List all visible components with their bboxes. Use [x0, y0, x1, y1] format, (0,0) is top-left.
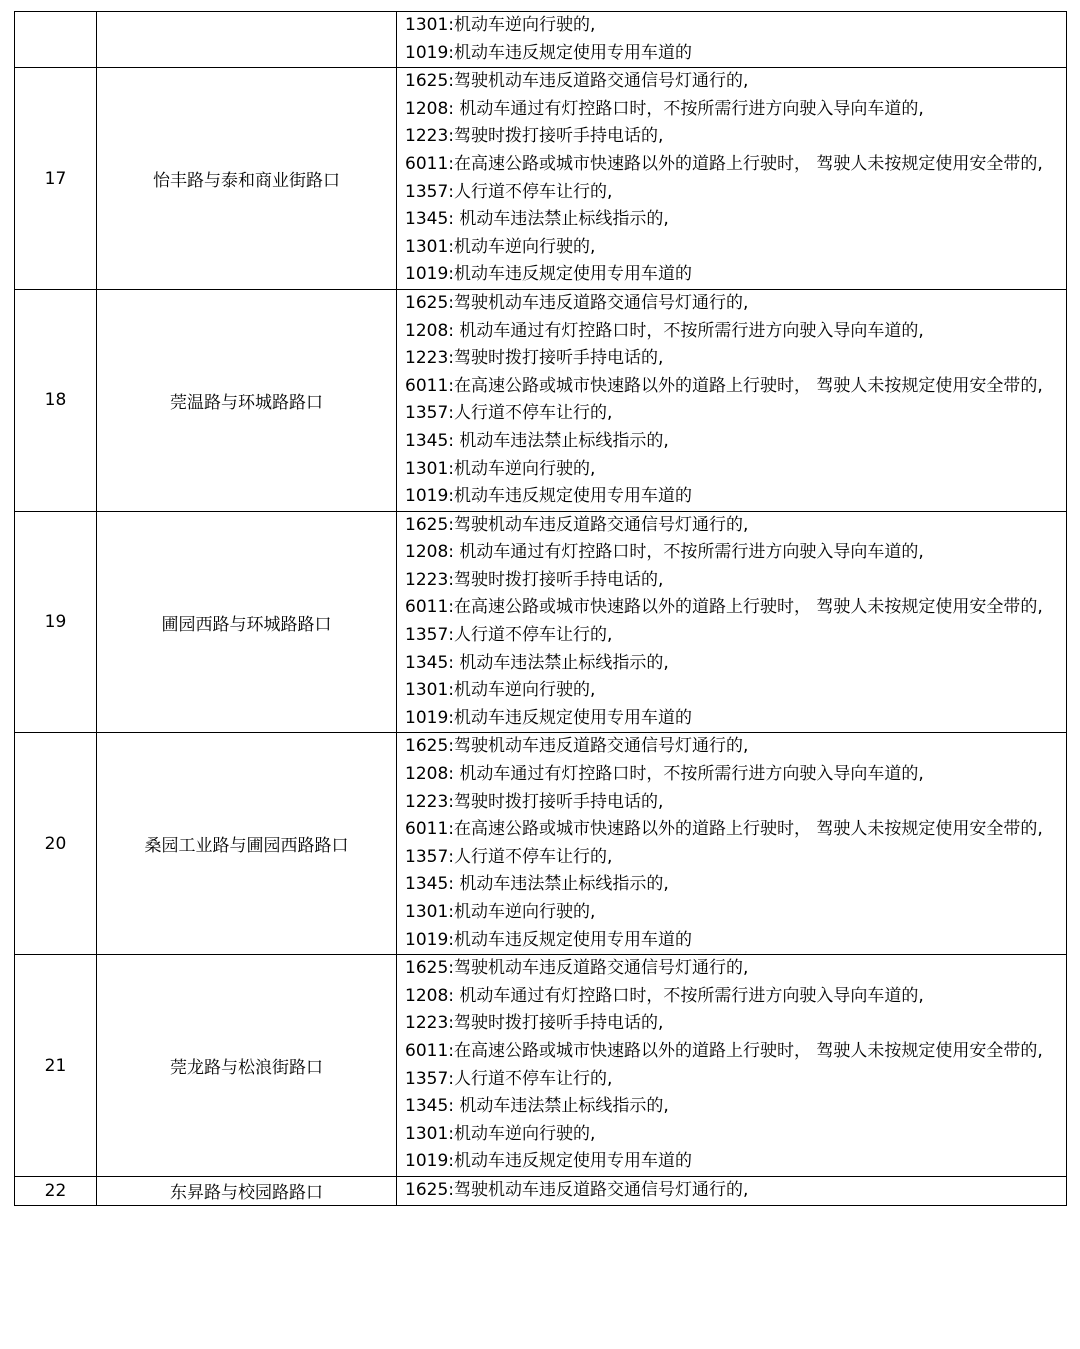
rules-cell: [397, 511, 1067, 733]
location-name: 莞温路与环城路路口: [97, 289, 397, 511]
location-name: 怡丰路与泰和商业街路口: [97, 68, 397, 290]
rule-6011: 6011:在高速公路或城市快速路以外的道路上行驶时， 驾驶人未按规定使用安全带的,: [405, 153, 1043, 174]
table-row: [15, 1176, 1067, 1205]
rule-1625: 1625:驾驶机动车违反道路交通信号灯通行的,: [405, 514, 749, 535]
rule-1223: 1223:驾驶时拨打接听手持电话的,: [405, 569, 664, 590]
rule-1357: 1357:人行道不停车让行的,: [405, 846, 613, 867]
rule-1223: 1223:驾驶时拨打接听手持电话的,: [405, 348, 664, 369]
rule-1208: 1208: 机动车通过有灯控路口时，不按所需行进方向驶入导向车道的,: [405, 320, 924, 341]
rules-cell: [397, 289, 1067, 511]
table-row-continuation: [15, 12, 1067, 68]
table-row: [15, 289, 1067, 511]
rule-1301: 1301:机动车逆向行驶的,: [405, 236, 596, 257]
row-number: 19: [15, 511, 97, 733]
rule-1625: 1625:驾驶机动车违反道路交通信号灯通行的,: [405, 292, 749, 313]
rule-1625: 1625:驾驶机动车违反道路交通信号灯通行的,: [405, 736, 749, 757]
row-number: 21: [15, 955, 97, 1177]
rule-1019: 1019:机动车违反规定使用专用车道的: [405, 1151, 692, 1172]
rule-1357: 1357:人行道不停车让行的,: [405, 403, 613, 424]
rule-1345: 1345: 机动车违法禁止标线指示的,: [405, 874, 669, 895]
rule-6011: 6011:在高速公路或城市快速路以外的道路上行驶时， 驾驶人未按规定使用安全带的,: [405, 375, 1043, 396]
rule-1019: 1019:机动车违反规定使用专用车道的: [405, 486, 692, 507]
rule-1019: 1019:机动车违反规定使用专用车道的: [405, 929, 692, 950]
rule-1345: 1345: 机动车违法禁止标线指示的,: [405, 209, 669, 230]
row-number-cell: [15, 12, 97, 68]
rules-cell: [397, 733, 1067, 955]
rule-1301: 1301:机动车逆向行驶的,: [405, 680, 596, 701]
rules-cell: [397, 68, 1067, 290]
rule-1208: 1208: 机动车通过有灯控路口时，不按所需行进方向驶入导向车道的,: [405, 542, 924, 563]
rule-1625: 1625:驾驶机动车违反道路交通信号灯通行的,: [405, 958, 749, 979]
rule-1345: 1345: 机动车违法禁止标线指示的,: [405, 1096, 669, 1117]
rules-cell: [397, 12, 1067, 68]
rule-1301: 1301:机动车逆向行驶的,: [405, 15, 596, 35]
row-number: 17: [15, 68, 97, 290]
rule-1357: 1357:人行道不停车让行的,: [405, 625, 613, 646]
rule-1223: 1223:驾驶时拨打接听手持电话的,: [405, 1013, 664, 1034]
location-name: 圃园西路与环城路路口: [97, 511, 397, 733]
violation-table: [14, 11, 1067, 1206]
rule-1625: 1625:驾驶机动车违反道路交通信号灯通行的,: [405, 1179, 749, 1200]
rules-cell: [397, 1176, 1067, 1205]
rule-1208: 1208: 机动车通过有灯控路口时，不按所需行进方向驶入导向车道的,: [405, 764, 924, 785]
rule-1357: 1357:人行道不停车让行的,: [405, 181, 613, 202]
rule-1208: 1208: 机动车通过有灯控路口时，不按所需行进方向驶入导向车道的,: [405, 985, 924, 1006]
rule-1301: 1301:机动车逆向行驶的,: [405, 902, 596, 922]
rule-1223: 1223:驾驶时拨打接听手持电话的,: [405, 126, 664, 147]
rule-1625: 1625:驾驶机动车违反道路交通信号灯通行的,: [405, 71, 749, 92]
rule-1019: 1019:机动车违反规定使用专用车道的: [405, 42, 692, 63]
rule-1301: 1301:机动车逆向行驶的,: [405, 458, 596, 479]
rule-1208: 1208: 机动车通过有灯控路口时，不按所需行进方向驶入导向车道的,: [405, 98, 924, 119]
row-number: 18: [15, 289, 97, 511]
row-number: 22: [15, 1176, 97, 1205]
location-name: 东昇路与校园路路口: [97, 1176, 397, 1205]
rule-6011: 6011:在高速公路或城市快速路以外的道路上行驶时， 驾驶人未按规定使用安全带的,: [405, 819, 1043, 840]
table-row: [15, 955, 1067, 1177]
rule-1019: 1019:机动车违反规定使用专用车道的: [405, 264, 692, 285]
table-row: [15, 511, 1067, 733]
rule-1223: 1223:驾驶时拨打接听手持电话的,: [405, 791, 664, 812]
table-row: [15, 733, 1067, 955]
rule-1357: 1357:人行道不停车让行的,: [405, 1068, 613, 1089]
table-row: [15, 68, 1067, 290]
rule-6011: 6011:在高速公路或城市快速路以外的道路上行驶时， 驾驶人未按规定使用安全带的,: [405, 1040, 1043, 1061]
rule-1345: 1345: 机动车违法禁止标线指示的,: [405, 430, 669, 451]
location-name: 桑园工业路与圃园西路路口: [97, 733, 397, 955]
rule-1345: 1345: 机动车违法禁止标线指示的,: [405, 652, 669, 673]
rule-1301: 1301:机动车逆向行驶的,: [405, 1123, 596, 1144]
location-name: 莞龙路与松浪街路口: [97, 955, 397, 1177]
row-number: 20: [15, 733, 97, 955]
location-cell: [97, 12, 397, 68]
rules-cell: [397, 955, 1067, 1177]
rule-6011: 6011:在高速公路或城市快速路以外的道路上行驶时， 驾驶人未按规定使用安全带的,: [405, 597, 1043, 618]
rule-1019: 1019:机动车违反规定使用专用车道的: [405, 707, 692, 728]
